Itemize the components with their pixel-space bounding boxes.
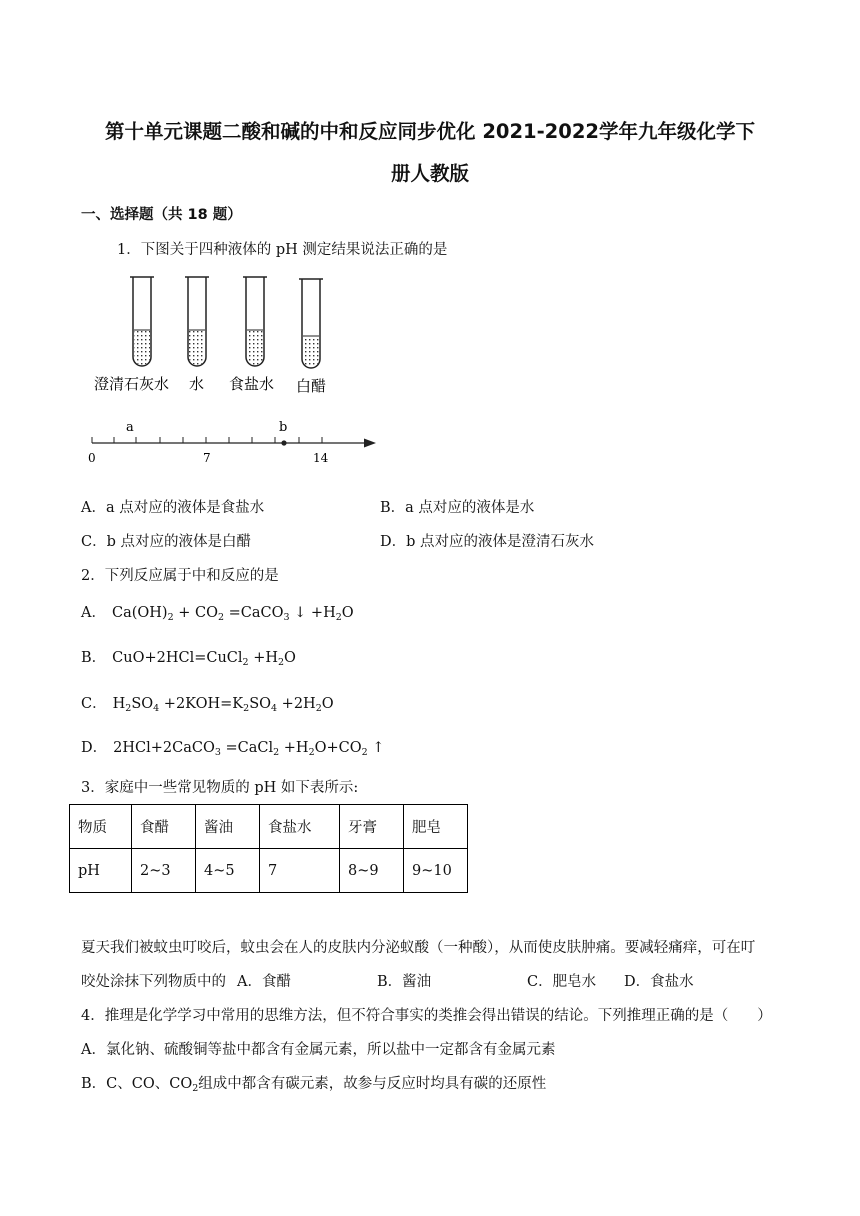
formula-subscript: 2 bbox=[217, 612, 225, 623]
table-cell: 食盐水 bbox=[260, 805, 340, 849]
tick-label-14: 14 bbox=[313, 451, 329, 465]
formula-subscript: 4 bbox=[153, 703, 160, 714]
formula-subscript: 2 bbox=[315, 703, 322, 714]
q2-option-c-formula bbox=[113, 696, 334, 712]
q1-option-b[interactable]: B．a 点对应的液体是水 bbox=[380, 500, 535, 516]
q2-option-a-label: A． bbox=[81, 605, 106, 621]
formula-part: +2KOH=K bbox=[159, 696, 244, 712]
table-cell: 2~3 bbox=[132, 849, 196, 893]
q1-option-a[interactable]: A．a 点对应的液体是食盐水 bbox=[81, 500, 265, 516]
table-cell: 7 bbox=[260, 849, 340, 893]
question-4-stem: 4．推理是化学学习中常用的思维方法，但不符合事实的类推会得出错误的结论。下列推理正确的是（ ） bbox=[81, 1008, 772, 1024]
page-title: 第十单元课题二酸和碱的中和反应同步优化 2021-2022学年九年级化学下 bbox=[105, 120, 755, 143]
question-3-paragraph-2: 咬处涂抹下列物质中的 bbox=[81, 974, 226, 990]
formula-part: O+CO bbox=[314, 740, 362, 756]
section-heading: 一、选择题（共 18 题） bbox=[81, 207, 242, 223]
tick-label-0: 0 bbox=[88, 451, 96, 465]
point-a-label: a bbox=[126, 420, 134, 435]
test-tube-2 bbox=[185, 277, 209, 366]
ph-number-line bbox=[88, 420, 376, 465]
q1-option-c[interactable]: C．b 点对应的液体是白醋 bbox=[81, 534, 251, 550]
question-2-stem: 2．下列反应属于中和反应的是 bbox=[81, 568, 279, 584]
formula-part: ↓ +H bbox=[289, 605, 336, 621]
formula-part: =CaCl bbox=[220, 740, 274, 756]
formula-subscript: 2 bbox=[361, 747, 368, 758]
question-3-stem: 3．家庭中一些常见物质的 pH 如下表所示: bbox=[81, 780, 359, 796]
q1-option-d[interactable]: D．b 点对应的液体是澄清石灰水 bbox=[380, 534, 595, 550]
formula-subscript: 2 bbox=[308, 747, 315, 758]
formula-part: 2HCl+2CaCO bbox=[113, 740, 215, 756]
page-title-line2: 册人教版 bbox=[390, 162, 469, 185]
q2-option-b-formula bbox=[112, 650, 296, 666]
formula-subscript: 2 bbox=[242, 657, 249, 668]
q3-option-c[interactable]: C．肥皂水 bbox=[527, 974, 597, 990]
question-1-stem: 1．下图关于四种液体的 pH 测定结果说法正确的是 bbox=[117, 242, 448, 258]
formula-subscript: 3 bbox=[214, 747, 221, 758]
point-b-label: b bbox=[279, 420, 288, 435]
formula-subscript: 2 bbox=[125, 703, 132, 714]
table-cell: 8~9 bbox=[340, 849, 404, 893]
q2-option-d-label: D． bbox=[81, 740, 108, 756]
q3-option-b[interactable]: B．酱油 bbox=[377, 974, 432, 990]
table-cell: 酱油 bbox=[196, 805, 260, 849]
point-b-dot bbox=[281, 440, 286, 445]
question-3-paragraph-1: 夏天我们被蚊虫叮咬后，蚊虫会在人的皮肤内分泌蚁酸（一种酸），从而使皮肤肿痛。要减轻痛痒，可在叮 bbox=[81, 940, 756, 956]
q3-option-d[interactable]: D．食盐水 bbox=[624, 974, 694, 990]
formula-part: ↑ bbox=[367, 740, 385, 756]
formula-part: SO bbox=[131, 696, 154, 712]
test-tube-1 bbox=[130, 277, 154, 366]
formula-part: 组成中都含有碳元素，故参与反应时均具有碳的还原性 bbox=[198, 1076, 547, 1092]
q2-option-c-label: C． bbox=[81, 696, 107, 712]
q2-option-d[interactable] bbox=[81, 736, 384, 758]
table-cell: 4~5 bbox=[196, 849, 260, 893]
formula-part: O bbox=[321, 696, 334, 712]
formula-subscript: 4 bbox=[271, 703, 278, 714]
tube-label-3: 食盐水 bbox=[229, 375, 275, 393]
formula-subscript: 3 bbox=[283, 612, 290, 623]
table-cell: 肥皂 bbox=[404, 805, 468, 849]
formula-part: O bbox=[341, 605, 354, 621]
formula-part: +H bbox=[279, 740, 309, 756]
formula-part: B．C、CO、CO bbox=[81, 1076, 193, 1092]
q2-option-b[interactable] bbox=[81, 646, 296, 668]
table-cell: 牙膏 bbox=[340, 805, 404, 849]
tube-label-1: 澄清石灰水 bbox=[94, 375, 170, 393]
q4-option-b[interactable] bbox=[81, 1072, 546, 1094]
test-tube-3 bbox=[243, 277, 267, 366]
tube-label-2: 水 bbox=[189, 375, 205, 393]
formula-part: +2H bbox=[277, 696, 316, 712]
q2-option-c[interactable] bbox=[81, 692, 334, 714]
tube-label-4: 白醋 bbox=[296, 377, 327, 395]
q4-option-a[interactable]: A．氯化钠、硫酸铜等盐中都含有金属元素，所以盐中一定都含有金属元素 bbox=[81, 1042, 556, 1058]
formula-part: H bbox=[112, 696, 126, 712]
q3-option-a[interactable]: A．食醋 bbox=[237, 974, 291, 990]
table-cell: pH bbox=[70, 849, 132, 893]
table-cell: 物质 bbox=[70, 805, 132, 849]
table-cell: 9~10 bbox=[404, 849, 468, 893]
formula-part: CuO+2HCl=CuCl bbox=[112, 650, 243, 666]
formula-part: O bbox=[284, 650, 296, 666]
formula-part: +H bbox=[248, 650, 278, 666]
formula-subscript: 2 bbox=[243, 703, 250, 714]
formula-subscript: 2 bbox=[335, 612, 342, 623]
formula-subscript: 2 bbox=[278, 657, 285, 668]
formula-part: Ca(OH) bbox=[111, 605, 168, 621]
ph-table bbox=[69, 804, 468, 893]
formula-subscript: 2 bbox=[167, 612, 174, 623]
q2-option-a[interactable] bbox=[81, 601, 354, 623]
test-tube-4 bbox=[299, 279, 323, 368]
table-row bbox=[70, 849, 468, 893]
table-header-row bbox=[70, 805, 468, 849]
q2-option-b-label: B． bbox=[81, 650, 107, 666]
formula-part: SO bbox=[249, 696, 272, 712]
tick-label-7: 7 bbox=[203, 451, 211, 465]
formula-subscript: 2 bbox=[192, 1083, 199, 1094]
formula-subscript: 2 bbox=[273, 747, 280, 758]
q2-option-a-formula bbox=[112, 605, 354, 621]
formula-part: =CaCO bbox=[224, 605, 284, 621]
q2-option-d-formula bbox=[113, 740, 384, 756]
table-cell: 食醋 bbox=[132, 805, 196, 849]
formula-part: + CO bbox=[173, 605, 218, 621]
test-tubes-figure bbox=[88, 270, 378, 470]
